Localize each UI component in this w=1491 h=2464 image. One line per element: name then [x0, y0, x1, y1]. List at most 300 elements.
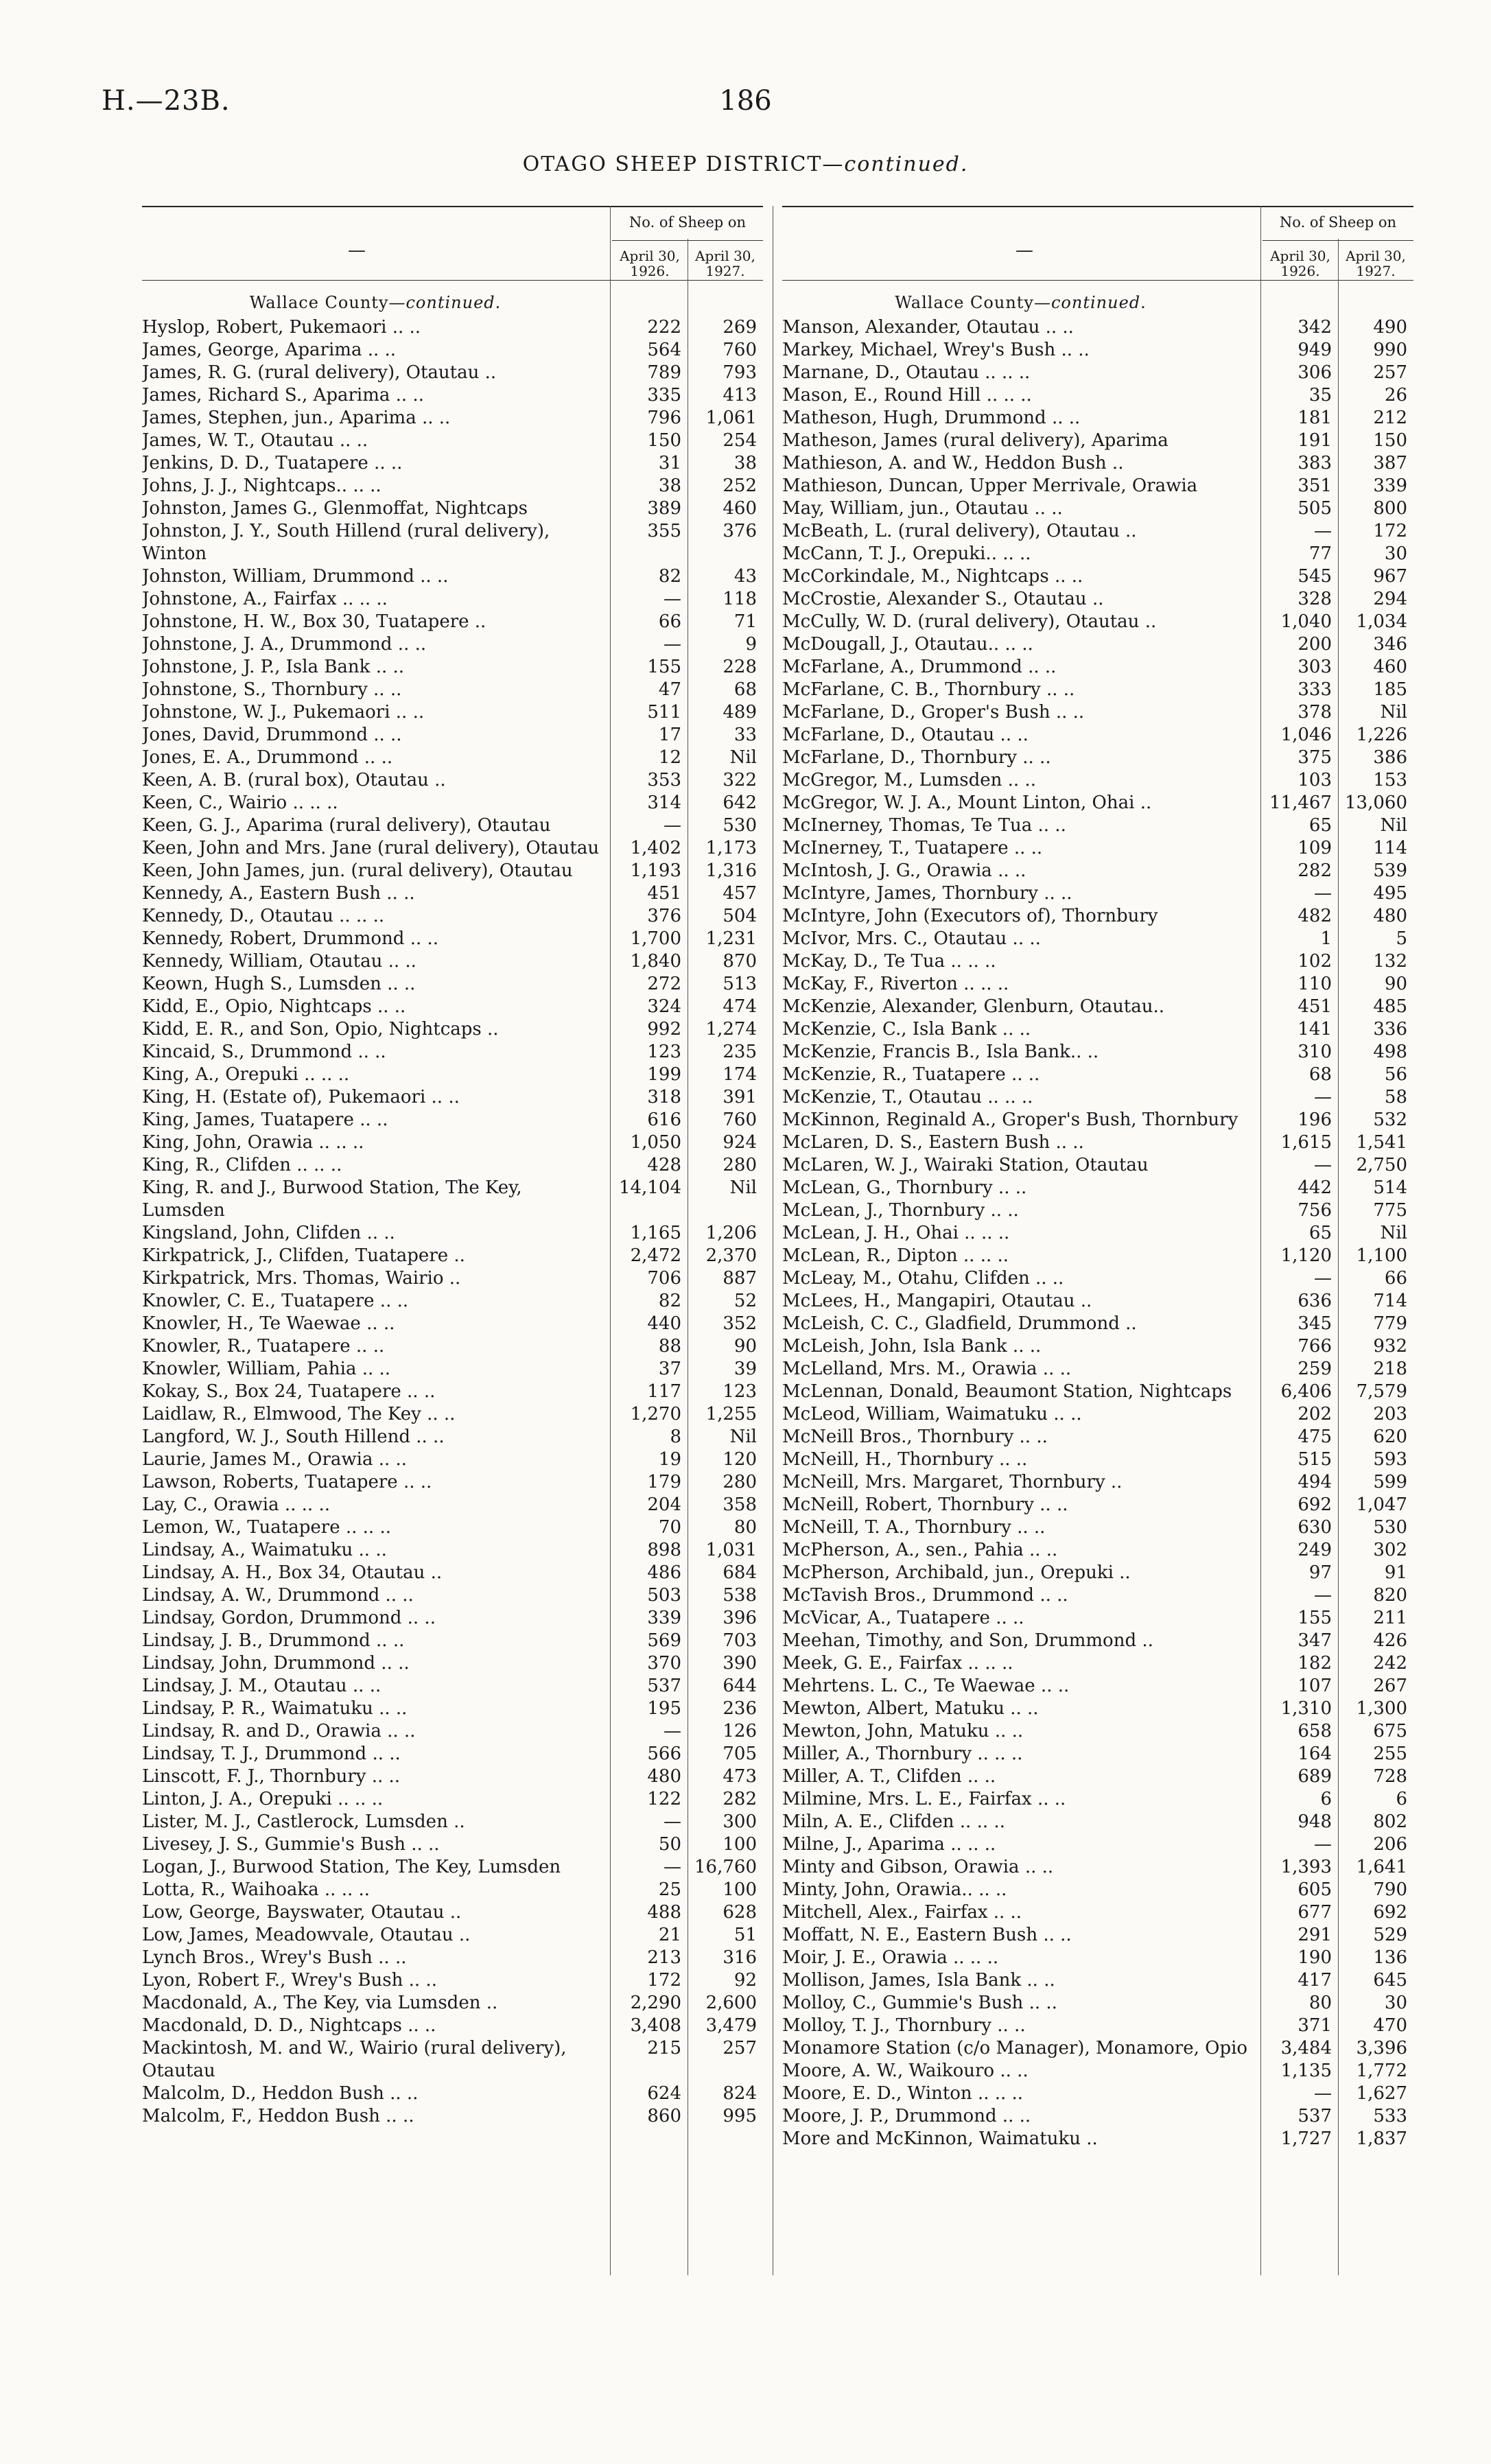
left-rows	[142, 316, 763, 2128]
entry-name: McLees, H., Mangapiri, Otautau ..	[782, 1291, 1092, 1311]
sheep-1926: 482	[1298, 906, 1332, 926]
table-row	[142, 1245, 763, 1267]
sheep-1926: 1,727	[1280, 2128, 1332, 2149]
entry-name: Moore, A. W., Waikouro .. ..	[782, 2061, 1029, 2081]
sheep-1926: 50	[658, 1834, 681, 1855]
table-row	[782, 430, 1413, 452]
entry-name: McInerney, T., Tuatapere .. ..	[782, 838, 1043, 858]
table-row	[782, 2060, 1413, 2082]
col-1927-line1: April 30,	[1346, 248, 1406, 264]
entry-name: Knowler, H., Te Waewae .. ..	[142, 1313, 395, 1334]
sheep-1927: 593	[1373, 1449, 1407, 1470]
entry-name: Minty and Gibson, Orawia .. ..	[782, 1857, 1054, 1877]
sheep-1926: 1,040	[1280, 611, 1332, 632]
sheep-1926: 545	[1298, 566, 1332, 587]
entry-name: Milne, J., Aparima .. .. ..	[782, 1834, 996, 1855]
sheep-1926: 1	[1320, 928, 1332, 949]
table-row	[142, 928, 763, 950]
table-row	[782, 1992, 1413, 2015]
sheep-1927: 150	[1373, 430, 1407, 451]
entry-name: Moore, E. D., Winton .. .. ..	[782, 2083, 1024, 2104]
entry-name: Lister, M. J., Castlerock, Lumsden ..	[142, 1811, 465, 1832]
sheep-1927: 90	[1384, 974, 1407, 994]
sheep-1927: 530	[723, 815, 757, 836]
table-row	[142, 1924, 763, 1947]
sheep-1926: 351	[1298, 476, 1332, 496]
table-row	[782, 1177, 1413, 1199]
entry-name: Molloy, C., Gummie's Bush .. ..	[782, 1993, 1057, 2013]
entry-name: McPherson, A., sen., Pahia .. ..	[782, 1540, 1058, 1560]
entry-name: McLelland, Mrs. M., Orawia .. ..	[782, 1359, 1072, 1379]
sheep-1927: 620	[1373, 1427, 1407, 1447]
section-heading-main: Wallace County—	[249, 293, 406, 312]
sheep-1926: 355	[647, 521, 681, 541]
sheep-1927: 779	[1373, 1313, 1407, 1334]
entry-name: McCann, T. J., Orepuki.. .. ..	[782, 543, 1031, 564]
entry-name: Langford, W. J., South Hillend .. ..	[142, 1427, 445, 1447]
entry-name: McLean, J., Thornbury .. ..	[782, 1200, 1019, 1221]
sheep-1926: 451	[647, 883, 681, 904]
sheep-1927: 924	[723, 1132, 757, 1153]
sheep-1926: 1,120	[1280, 1245, 1332, 1266]
table-row	[142, 882, 763, 905]
sheep-1926: 383	[1298, 453, 1332, 473]
sheep-1927: 824	[723, 2083, 757, 2104]
sheep-1926: 1,050	[630, 1132, 681, 1153]
sheep-1926: 65	[1308, 815, 1332, 836]
entry-name: King, R. and J., Burwood Station, The Key, Lumsden	[142, 1177, 522, 1221]
sheep-1926: 345	[1298, 1313, 1332, 1334]
entry-name: McFarlane, D., Otautau .. ..	[782, 725, 1029, 745]
sheep-1927: 280	[723, 1155, 757, 1175]
sheep-1927: 267	[1373, 1676, 1407, 1696]
table-row	[782, 1064, 1413, 1086]
sheep-1926: 318	[647, 1087, 681, 1107]
sheep-1926: 181	[1298, 408, 1332, 428]
table-row	[142, 1335, 763, 1358]
table-row	[782, 520, 1413, 543]
entry-name: McNeill, T. A., Thornbury .. ..	[782, 1517, 1046, 1538]
table-row	[142, 905, 763, 928]
sheep-1926: 117	[647, 1381, 681, 1402]
entry-name: Lindsay, Gordon, Drummond .. ..	[142, 1608, 436, 1628]
sheep-1927: 7,579	[1356, 1381, 1407, 1402]
sheep-1926: 109	[1298, 838, 1332, 858]
table-row	[142, 2037, 763, 2082]
table-row	[782, 1448, 1413, 1471]
entry-name: Johnston, James G., Glenmoffat, Nightcaps	[142, 498, 528, 519]
sheep-1926: 199	[647, 1064, 681, 1085]
sheep-1926: 605	[1298, 1879, 1332, 1900]
sheep-count-group-header: No. of Sheep on	[1279, 214, 1397, 231]
sheep-1926: 80	[1308, 1993, 1332, 2013]
table-row	[782, 497, 1413, 520]
sheep-1927: 498	[1373, 1042, 1407, 1062]
sheep-1927: 206	[1373, 1834, 1407, 1855]
entry-name: McKenzie, C., Isla Bank .. ..	[782, 1019, 1031, 1040]
entry-name: Matheson, James (rural delivery), Aparima	[782, 430, 1169, 451]
sheep-1927: 56	[1384, 1064, 1407, 1085]
table-row	[142, 316, 763, 339]
sheep-1927: 1,641	[1356, 1857, 1407, 1877]
entry-name: Lindsay, John, Drummond .. ..	[142, 1653, 410, 1674]
sheep-1927: 38	[733, 453, 757, 473]
entry-name: McKenzie, Francis B., Isla Bank.. ..	[782, 1042, 1099, 1062]
table-row	[142, 588, 763, 611]
table-row	[782, 1018, 1413, 1041]
sheep-1927: 51	[733, 1925, 757, 1945]
sheep-1926: 342	[1298, 317, 1332, 338]
sheep-1927: 120	[723, 1449, 757, 1470]
sheep-1927: 185	[1373, 679, 1407, 700]
entry-name: Malcolm, F., Heddon Bush .. ..	[142, 2106, 414, 2126]
sheep-1926: 179	[647, 1472, 681, 1492]
entry-name: Kidd, E., Opio, Nightcaps .. ..	[142, 996, 406, 1017]
sheep-1926: 636	[1298, 1291, 1332, 1311]
sheep-1926: —	[664, 1721, 681, 1741]
entry-name: Laurie, James M., Orawia .. ..	[142, 1449, 408, 1470]
sheep-1927: 790	[1373, 1879, 1407, 1900]
sheep-1927: 235	[723, 1042, 757, 1062]
sheep-1927: 644	[723, 1676, 757, 1696]
sheep-1927: 92	[733, 1970, 757, 1991]
entry-name: King, H. (Estate of), Pukemaori .. ..	[142, 1087, 460, 1107]
sheep-1926: 155	[647, 657, 681, 677]
table-row	[782, 2015, 1413, 2037]
sheep-1926: 537	[647, 1676, 681, 1696]
sheep-1926: —	[1314, 1585, 1332, 1606]
table-row	[782, 1856, 1413, 1879]
table-row	[782, 1833, 1413, 1856]
entry-name: Minty, John, Orawia.. .. ..	[782, 1879, 1007, 1900]
table-row	[142, 1177, 763, 1222]
sheep-1927: 294	[1373, 589, 1407, 609]
entry-name: James, George, Aparima .. ..	[142, 340, 397, 360]
table-row	[142, 1494, 763, 1516]
sheep-1926: 38	[658, 476, 681, 496]
table-row	[782, 1109, 1413, 1131]
entry-name: McIntosh, J. G., Orawia .. ..	[782, 860, 1026, 881]
sheep-1927: 174	[723, 1064, 757, 1085]
entry-name: McKenzie, R., Tuatapere .. ..	[782, 1064, 1040, 1085]
sheep-1927: 1,627	[1356, 2083, 1407, 2104]
sheep-1927: 16,760	[694, 1857, 757, 1877]
entry-name: Miln, A. E., Clifden .. .. ..	[782, 1811, 1005, 1832]
table-row	[782, 1811, 1413, 1833]
sheep-1926: 347	[1298, 1630, 1332, 1651]
sheep-1927: 470	[1373, 2015, 1407, 2036]
sheep-1926: —	[664, 634, 681, 655]
table-row	[782, 316, 1413, 339]
entry-name: Low, George, Bayswater, Otautau ..	[142, 1902, 462, 1923]
sheep-1927: 705	[723, 1744, 757, 1764]
sheep-1926: 371	[1298, 2015, 1332, 2036]
sheep-1926: 2,290	[630, 1993, 681, 2013]
entry-name: McKinnon, Reginald A., Groper's Bush, Thornbury	[782, 1110, 1238, 1130]
table-row	[142, 1426, 763, 1448]
entry-name: Jones, David, Drummond .. ..	[142, 725, 402, 745]
sheep-1926: 25	[658, 1879, 681, 1900]
entry-name: Manson, Alexander, Otautau .. ..	[782, 317, 1074, 338]
sheep-1927: 532	[1373, 1110, 1407, 1130]
sheep-1926: 689	[1298, 1766, 1332, 1787]
table-row	[142, 2105, 763, 2128]
sheep-1927: 255	[1373, 1744, 1407, 1764]
sheep-1926: 303	[1298, 657, 1332, 677]
sheep-1926: —	[664, 589, 681, 609]
entry-name: Mathieson, A. and W., Heddon Bush ..	[782, 453, 1124, 473]
sheep-1927: 1,100	[1356, 1245, 1407, 1266]
sheep-1926: 992	[647, 1019, 681, 1040]
sheep-1926: 335	[647, 385, 681, 406]
table-row	[142, 1448, 763, 1471]
entry-name: Kirkpatrick, J., Clifden, Tuatapere ..	[142, 1245, 465, 1266]
entry-name: McCully, W. D. (rural delivery), Otautau ..	[782, 611, 1157, 632]
sheep-1926: 564	[647, 340, 681, 360]
entry-name: Lindsay, A. H., Box 34, Otautau ..	[142, 1562, 443, 1583]
entry-name: Logan, J., Burwood Station, The Key, Lumsden	[142, 1857, 561, 1877]
sheep-1927: 793	[723, 362, 757, 383]
entry-name: Mewton, John, Matuku .. ..	[782, 1721, 1024, 1741]
sheep-1927: 236	[723, 1698, 757, 1719]
table-row	[142, 1562, 763, 1584]
entry-name: King, James, Tuatapere .. ..	[142, 1110, 388, 1130]
sheep-1926: 375	[1298, 747, 1332, 768]
sheep-1926: 677	[1298, 1902, 1332, 1923]
sheep-1926: 213	[647, 1947, 681, 1968]
entry-name: Lynch Bros., Wrey's Bush .. ..	[142, 1947, 407, 1968]
entry-name: Johnstone, J. A., Drummond .. ..	[142, 634, 427, 655]
sheep-1927: 257	[723, 2038, 757, 2058]
table-row	[782, 1698, 1413, 1720]
sheep-1927: 1,226	[1356, 725, 1407, 745]
table-row	[782, 1879, 1413, 1901]
sheep-1927: 675	[1373, 1721, 1407, 1741]
section-heading-italic: continued.	[1050, 293, 1147, 312]
table-row	[142, 1381, 763, 1403]
entry-name: McLeay, M., Otahu, Clifden .. ..	[782, 1268, 1064, 1289]
table-row	[142, 452, 763, 475]
sheep-1927: 6	[1396, 1789, 1407, 1809]
sheep-1927: 339	[1373, 476, 1407, 496]
entry-name: Meek, G. E., Fairfax .. .. ..	[782, 1653, 1013, 1674]
sheep-1926: 569	[647, 1630, 681, 1651]
sheep-1926: 88	[658, 1336, 681, 1357]
sheep-1926: 259	[1298, 1359, 1332, 1379]
sheep-1926: 511	[647, 702, 681, 723]
table-row	[782, 1381, 1413, 1403]
sheep-1927: 346	[1373, 634, 1407, 655]
entry-name: Mason, E., Round Hill .. .. ..	[782, 385, 1032, 406]
entry-name: Macdonald, A., The Key, via Lumsden ..	[142, 1993, 498, 2013]
sheep-1927: 3,479	[705, 2015, 757, 2036]
sheep-1927: 628	[723, 1902, 757, 1923]
entry-name: McLeish, John, Isla Bank .. ..	[782, 1336, 1042, 1357]
entry-name: Kennedy, William, Otautau .. ..	[142, 951, 416, 972]
table-row	[782, 1131, 1413, 1154]
entry-name: Lyon, Robert F., Wrey's Bush .. ..	[142, 1970, 437, 1991]
table-row	[782, 679, 1413, 701]
section-heading-italic: continued.	[406, 293, 502, 312]
table-row	[142, 1698, 763, 1720]
sheep-1926: 789	[647, 362, 681, 383]
sheep-1927: 1,255	[705, 1404, 757, 1424]
sheep-1927: 203	[1373, 1404, 1407, 1424]
table-row	[142, 837, 763, 860]
sheep-1927: 30	[1384, 543, 1407, 564]
sheep-1927: 2,750	[1356, 1155, 1407, 1175]
left-table	[142, 206, 763, 2128]
table-row	[142, 1879, 763, 1901]
sheep-1927: Nil	[729, 1177, 757, 1198]
section-heading	[782, 281, 1259, 316]
table-row	[782, 1154, 1413, 1177]
sheep-1926: 66	[658, 611, 681, 632]
table-row	[782, 1788, 1413, 1811]
sheep-1927: 13,060	[1345, 793, 1407, 813]
entry-name: Kokay, S., Box 24, Tuatapere .. ..	[142, 1381, 436, 1402]
table-row	[782, 384, 1413, 407]
sheep-1927: 485	[1373, 996, 1407, 1017]
sheep-1926: 155	[1298, 1608, 1332, 1628]
entry-name: James, R. G. (rural delivery), Otautau ..	[142, 362, 497, 383]
sheep-1927: 3,396	[1356, 2038, 1407, 2058]
sheep-1926: 706	[647, 1268, 681, 1289]
table-row	[142, 362, 763, 384]
table-row	[142, 1516, 763, 1539]
table-row	[142, 701, 763, 724]
table-row	[142, 565, 763, 588]
table-row	[782, 1041, 1413, 1064]
entry-name: Meehan, Timothy, and Son, Drummond ..	[782, 1630, 1153, 1651]
sheep-1927: 254	[723, 430, 757, 451]
entry-name: McLeish, C. C., Gladfield, Drummond ..	[782, 1313, 1137, 1334]
sheep-1927: 1,316	[705, 860, 757, 881]
entry-name: Kingsland, John, Clifden .. ..	[142, 1223, 395, 1243]
entry-name: Lay, C., Orawia .. .. ..	[142, 1494, 330, 1515]
table-row	[782, 1652, 1413, 1675]
table-row	[782, 407, 1413, 430]
entry-name: McGregor, M., Lumsden .. ..	[782, 770, 1036, 790]
sheep-1927: 126	[723, 1721, 757, 1741]
entry-name: More and McKinnon, Waimatuku ..	[782, 2128, 1098, 2149]
sheep-1926: 6,406	[1280, 1381, 1332, 1402]
sheep-1927: 218	[1373, 1359, 1407, 1379]
sheep-1927: 775	[1373, 1200, 1407, 1221]
table-row	[782, 837, 1413, 860]
table-row	[782, 747, 1413, 769]
entry-name: Keen, C., Wairio .. .. ..	[142, 793, 338, 813]
entry-name: McCorkindale, M., Nightcaps .. ..	[782, 566, 1083, 587]
table-row	[142, 1856, 763, 1879]
sheep-1927: 413	[723, 385, 757, 406]
sheep-1926: 202	[1298, 1404, 1332, 1424]
sheep-1926: 378	[1298, 702, 1332, 723]
sheep-1926: 766	[1298, 1336, 1332, 1357]
entry-name: Moir, J. E., Orawia .. .. ..	[782, 1947, 999, 1968]
sheep-1927: 460	[1373, 657, 1407, 677]
sheep-1927: 2,370	[705, 1245, 757, 1266]
table-header	[142, 207, 763, 281]
sheep-1927: 136	[1373, 1947, 1407, 1968]
table-row	[782, 1471, 1413, 1494]
entry-name: McTavish Bros., Drummond .. ..	[782, 1585, 1068, 1606]
sheep-1926: 196	[1298, 1110, 1332, 1130]
entry-name: Miller, A. T., Clifden .. ..	[782, 1766, 996, 1787]
sheep-1927: 30	[1384, 1993, 1407, 2013]
table-row	[782, 1947, 1413, 1969]
sheep-1926: 515	[1298, 1449, 1332, 1470]
sheep-1927: 474	[723, 996, 757, 1017]
sheep-1927: 1,061	[705, 408, 757, 428]
entry-name: Marnane, D., Otautau .. .. ..	[782, 362, 1031, 383]
entry-name: Mackintosh, M. and W., Wairio (rural delivery), Otautau	[142, 2038, 567, 2081]
sheep-1927: 52	[733, 1291, 757, 1311]
table-row	[782, 1924, 1413, 1947]
sheep-1927: 1,274	[705, 1019, 757, 1040]
title-main: OTAGO SHEEP DISTRICT—	[522, 152, 845, 176]
col-1926-line1: April 30,	[620, 248, 680, 264]
page-number: 186	[719, 85, 772, 117]
table-row	[142, 1743, 763, 1765]
sheep-1926: 291	[1298, 1925, 1332, 1945]
sheep-1926: 1,840	[630, 951, 681, 972]
entry-name: Linton, J. A., Orepuki .. .. ..	[142, 1789, 384, 1809]
table-row	[142, 860, 763, 882]
table-row	[782, 882, 1413, 905]
table-row	[142, 792, 763, 814]
entry-name: McFarlane, A., Drummond .. ..	[782, 657, 1057, 677]
sheep-1926: 21	[658, 1925, 681, 1945]
sheep-1927: 100	[723, 1879, 757, 1900]
table-row	[782, 1245, 1413, 1267]
entry-name: McFarlane, D., Thornbury .. ..	[782, 747, 1051, 768]
sheep-1927: 100	[723, 1834, 757, 1855]
sheep-1927: 336	[1373, 1019, 1407, 1040]
sheep-1926: 97	[1308, 1562, 1332, 1583]
sheep-1926: 82	[658, 566, 681, 587]
sheep-1927: 887	[723, 1268, 757, 1289]
sheep-1926: —	[664, 1857, 681, 1877]
entry-name: Kennedy, A., Eastern Bush .. ..	[142, 883, 415, 904]
sheep-1927: 495	[1373, 883, 1407, 904]
entry-name: Lindsay, R. and D., Orawia .. ..	[142, 1721, 416, 1741]
sheep-1926: 756	[1298, 1200, 1332, 1221]
table-row	[782, 1969, 1413, 1992]
table-row	[142, 407, 763, 430]
entry-name: McLaren, W. J., Wairaki Station, Otautau	[782, 1155, 1149, 1175]
sheep-1926: 1,310	[1280, 1698, 1332, 1719]
table-row	[782, 475, 1413, 497]
sheep-1926: 442	[1298, 1177, 1332, 1198]
document-code: H.—23B.	[102, 85, 231, 117]
table-row	[782, 1607, 1413, 1630]
table-row	[142, 747, 763, 769]
sheep-1926: 480	[647, 1766, 681, 1787]
table-row	[782, 973, 1413, 996]
sheep-1927: 533	[1373, 2106, 1407, 2126]
sheep-1926: 1,700	[630, 928, 681, 949]
col-1927-line2: 1927.	[705, 263, 745, 279]
entry-name: Macdonald, D. D., Nightcaps .. ..	[142, 2015, 436, 2036]
entry-name: McIvor, Mrs. C., Otautau .. ..	[782, 928, 1041, 949]
entry-name: Mathieson, Duncan, Upper Merrivale, Orawia	[782, 476, 1198, 496]
table-row	[142, 996, 763, 1018]
sheep-1926: 37	[658, 1359, 681, 1379]
entry-name: Keen, G. J., Aparima (rural delivery), Otautau	[142, 815, 551, 836]
table-row	[142, 724, 763, 747]
sheep-1927: 932	[1373, 1336, 1407, 1357]
